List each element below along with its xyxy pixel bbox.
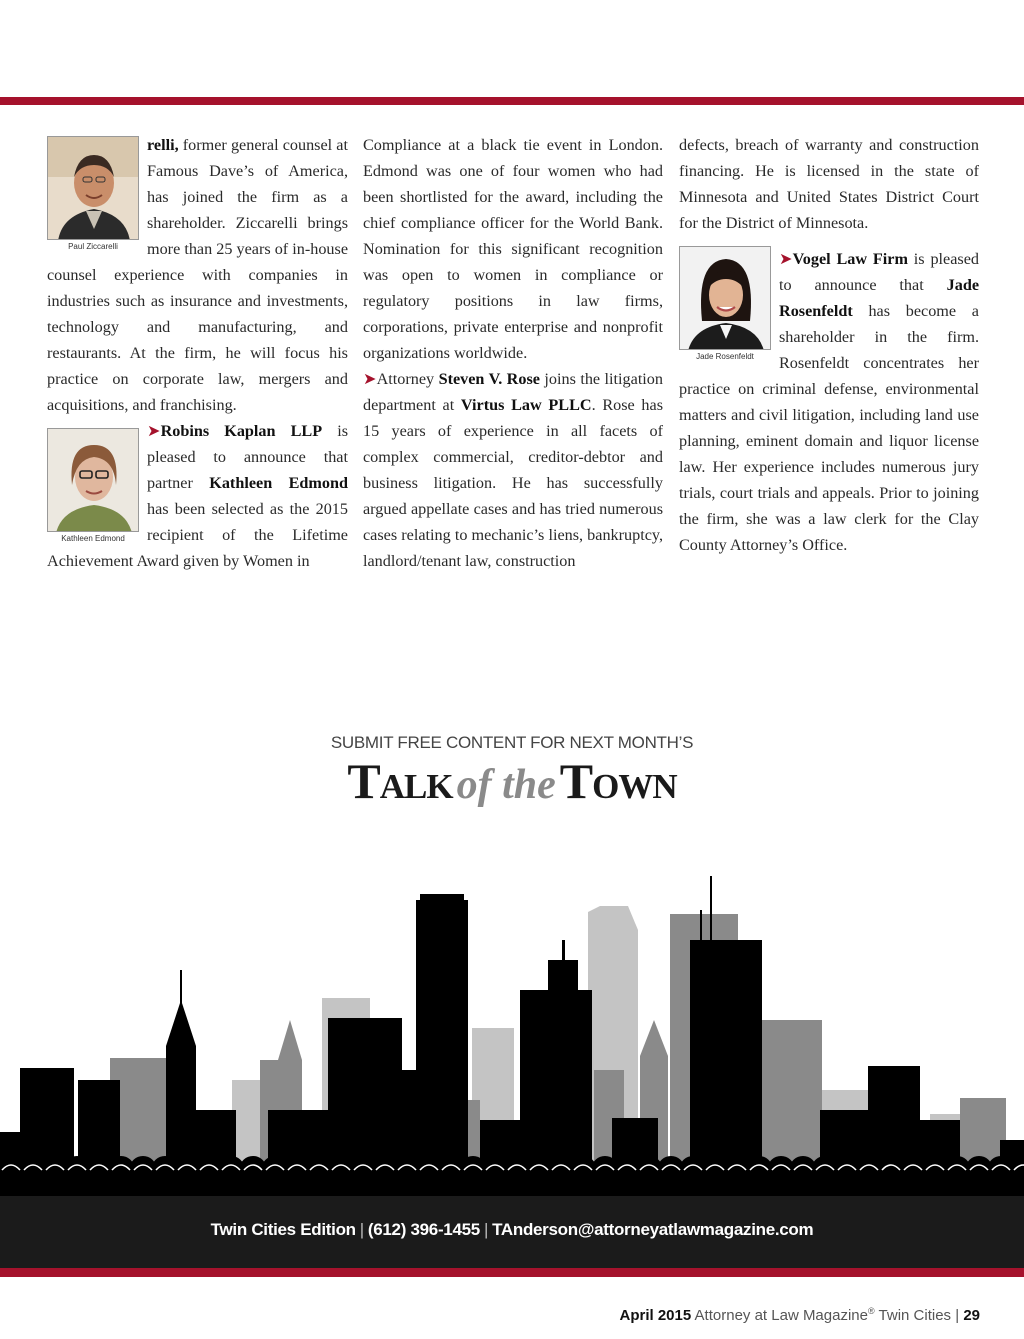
email-link[interactable]: TAnderson@attorneyatlawmagazine.com xyxy=(492,1220,814,1239)
separator: | xyxy=(359,1220,364,1239)
headshot-image xyxy=(679,246,771,350)
footer-accent-rule xyxy=(0,1268,1024,1277)
page-folio xyxy=(619,1306,980,1324)
title-word: Town xyxy=(559,753,677,809)
separator: | xyxy=(483,1220,489,1239)
rose-paragraph xyxy=(363,366,663,574)
paragraph-text: . Rose has 15 years of experience in all facets of complex commercial, creditor-debtor and business litigation. He has successfully argued appellate cases and has tried numerous cases relating to mechanic’s liens, bankruptcy, landlord/tenant law, construction xyxy=(363,396,664,570)
person-name: Jade Rosenfeldt xyxy=(779,276,979,320)
person-name: Steven V. Rose xyxy=(438,370,540,388)
edition-label: Twin Cities Edition xyxy=(210,1220,356,1239)
magazine-name: Attorney at Law Magazine xyxy=(694,1307,868,1324)
paragraph-text: has been selected as the 2015 recipient of the Lifetime Achievement Award given by Women in xyxy=(47,500,348,570)
firm-name: Robins Kaplan LLP xyxy=(160,422,323,440)
photo-ziccarelli xyxy=(47,136,139,254)
photo-caption: Kathleen Edmond xyxy=(61,534,125,543)
photo-edmond xyxy=(47,428,139,546)
headshot-image xyxy=(47,136,139,240)
headshot-image xyxy=(47,428,139,532)
article-column-2 xyxy=(363,132,663,574)
firm-name: Virtus Law PLLC xyxy=(460,396,592,414)
person-name: Kathleen Edmond xyxy=(209,474,348,492)
photo-caption: Jade Rosenfeldt xyxy=(696,352,754,361)
footer-contact xyxy=(0,1220,1024,1240)
arrow-bullet-icon: ➤ xyxy=(147,422,161,440)
paragraph-text: is pleased to announce that xyxy=(779,250,979,294)
paragraph-text: Attorney xyxy=(376,370,439,388)
page-number: 29 xyxy=(963,1307,980,1324)
paragraph-text: joins the litigation department at xyxy=(363,370,663,414)
photo-rosenfeldt xyxy=(679,246,771,364)
title-word: Talk xyxy=(347,753,453,809)
photo-caption: Paul Ziccarelli xyxy=(68,242,118,251)
issue-date: April 2015 xyxy=(619,1307,692,1324)
city-skyline-illustration xyxy=(0,870,1024,1200)
paragraph-text: has become a shareholder in the firm. Rosenfeldt concentrates her practice on criminal defense, environmental matters and civil litigation, including land use planning, eminent domain and liquor license law. Her experience includes numerous jury trials, court trials and appeals. Prior to joining the firm, she was a law clerk for the Clay County Attorney’s Office. xyxy=(679,302,979,554)
lead-name: relli, xyxy=(147,136,179,154)
separator: | xyxy=(955,1307,960,1324)
top-accent-rule xyxy=(0,97,1024,105)
paragraph-text: is pleased to announce that partner xyxy=(147,422,348,492)
paragraph-text: former general counsel at Famous Dave’s of America, has joined the firm as a shareholder. Ziccarelli brings more than 25 years of in-house counsel experience with companies in industries such as insurance and investments, technology and manufacturing, and restaurants. At the firm, he will focus his practice on corporate law, mergers and acquisitions, and franchising. xyxy=(47,136,348,414)
title-word: of the xyxy=(456,762,556,808)
article-column-3 xyxy=(679,132,979,558)
phone-number: (612) 396-1455 xyxy=(367,1220,480,1239)
edmond-continued-paragraph: Compliance at a black tie event in London. Edmond was one of four women who had been shortlisted for the award, including the chief compliance officer for the World Bank. Nomination for this significant recognition was open to women in compliance or regulatory positions in law firms, corporations, private enterprise and nonprofit organizations worldwide. xyxy=(363,136,663,362)
registered-mark: ® xyxy=(867,1306,875,1316)
promo-title xyxy=(0,752,1024,810)
promo-kicker: SUBMIT FREE CONTENT FOR NEXT MONTH’S xyxy=(330,733,694,752)
firm-name: Vogel Law Firm xyxy=(792,250,908,268)
article-column-1 xyxy=(47,132,348,574)
arrow-bullet-icon: ➤ xyxy=(779,250,793,268)
rose-continued-paragraph: defects, breach of warranty and construction financing. He is licensed in the state of Minnesota and United States District Court for the District of Minnesota. xyxy=(679,136,979,232)
arrow-bullet-icon: ➤ xyxy=(363,370,377,388)
magazine-city: Twin Cities xyxy=(878,1307,952,1324)
